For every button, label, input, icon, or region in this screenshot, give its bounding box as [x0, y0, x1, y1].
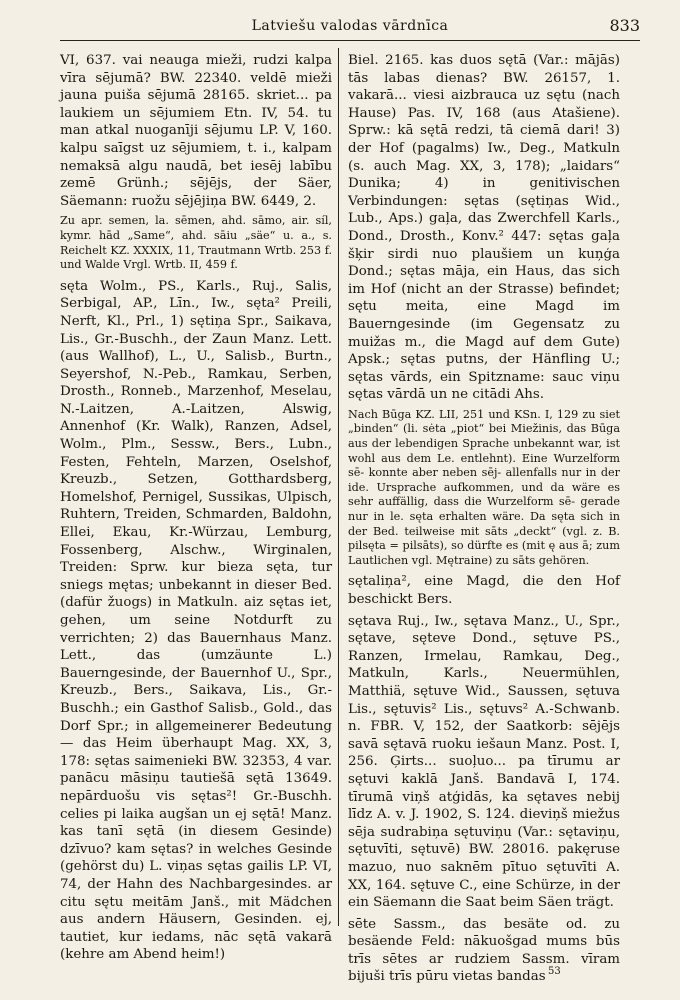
printer-signature: 53: [548, 966, 561, 977]
page-header: [60, 18, 640, 40]
entry-seta: sęta Wolm., PS., Karls., Ruj., Salis, Serbigal, AP., Līn., Iw., sęta² Preili, Nerft, Kl., Prl., 1) sętiņa Spr., Saikava, Lis., Gr.-Buschh., der Zaun Manz. Lett. (aus Wallhof), L., U., Salisb., Burtn., Seyershof, N.-Peb., Ramkau, Serben, Drosth., Ronneb., Marzenhof, Meselau, N.-Laitzen, A.-Laitzen, Alswig, Annenhof (Kr. Walk), Ranzen, Adsel, Wolm., Plm., Sessw., Bers., Lubn., Festen, Fehteln, Marzen, Oselshof, Kreuzb., Setzen, Gotthardsberg, Homelshof, Pernigel, Sussikas, Ulpisch, Ruhtern, Treiden, Schmarden, Baldohn, Ellei, Ekau, Kr.-Würzau, Lemburg, Fossenberg, Alschw., Wirginalen, Treiden: Sprw. kur bieza sęta, tur sniegs mętas; unbekannt in dieser Bed. (dafür žuogs) in Matkuln. aiz sętas iet, gehen, um seine Notdurft zu verrichten; 2) das Bauernhaus Manz. Lett., das (umzäunte L.) Bauerngesinde, der Bauernhof U., Spr., Kreuzb., Bers., Saikava, Lis., Gr.-Buschh.; ein Gasthof Salisb., Gold., das Dorf Spr.; in allgemeinerer Bedeutung — das Heim überhaupt Mag. XX, 3, 178: sętas saimenieki BW. 32353, 4 var. panācu māsiņu tautiešā sętā 13649. nepārduošu vis sętas²! Gr.-Buschh. celies pi laika augšan un ej sętā! Manz. kas tanī sętā (in diesem Gesinde) dzīvuo? kam sętas? in welches Gesinde (gehörst du) L. viņas sętas gailis LP. VI, 74, der Hahn des Nachbargesindes. ar citu sętu meitām Janš., mit Mädchen aus andern Häusern, Gesinden. ej, tautiet, kur iedams, nāc sętā vakarā (kehre am Abend heim!): [60, 278, 332, 963]
etymology-note: Zu apr. semen, la. sēmen, ahd. sāmo, air. síl, kymr. hād „Same“, ahd. sāiu „säe“ u. a., s. Reichelt KZ. XXXIX, 11, Trautmann Wrtb. 253 f. und Walde Vrgl. Wrtb. II, 459 f.: [60, 214, 332, 272]
left-column: [60, 52, 332, 968]
column-divider: [338, 48, 339, 926]
page-number: 833: [609, 16, 640, 35]
right-column: [348, 52, 620, 990]
entry-sete: sēte Sassm., das besäte od. zu besäende Feld: nākuošgad mums būs trīs sētes ar rudziem Sassm. vīram bijuši trīs pūru vietas bandas: [348, 916, 620, 985]
entry-seta-continued: Biel. 2165. kas duos sętā (Var.: mājās) tās labas dienas? BW. 26157, 1. vakarā... viesi aizbrauca uz sętu (nach Hause) Pas. IV, 168 (aus Atašiene). Sprw.: kā sętā redzi, tā ciemā dari! 3) der Hof (pagalms) Iw., Deg., Matkuln (s. auch Mag. XX, 3, 178); „laidars“ Dunika; 4) in genitivischen Verbindungen: sętas (sętiņas Wid., Lub., Aps.) gaļa, das Zwerchfell Karls., Dond., Drosth., Konv.² 447: sętas gaļa šķir sirdi nuo plaušiem un kuņģa Dond.; sętas māja, ein Haus, das sich im Hof (nicht an der Strasse) befindet; sętu meita, eine Magd im Bauerngesinde (im Gegensatz zu muižas m., die Magd auf dem Gute) Apsk.; sętas putns, der Hänfling U.; sętas vārds, ein Spitzname: sauc viņu sętas vārdā un ne citādi Ahs.: [348, 53, 620, 403]
header-rule: [60, 40, 640, 41]
entry-setava: sętava Ruj., Iw., sętava Manz., U., Spr., sętave, sęteve Dond., sętuve PS., Ranzen, Irmelau, Ramkau, Deg., Matkuln, Karls., Neuermühlen, Matthiä, sętuve Wid., Saussen, sętuva Lis., sętuvis² Lis., sętuvs² A.-Schwanb. n. FBR. V, 152, der Saatkorb: sējējs savā sętavā ruoku iešaun Manz. Post. I, 256. Ģirts... suoļuo... pa tīrumu ar sętuvi kaklā Janš. Bandavā I, 174. tīrumā viņš atģidās, ka sętaves nebij līdz A. v. J. 1902, S. 124. dieviņš miežus sēja sudrabiņa sętuviņu (Var.: sętaviņu, sętuvīti, sętuvē) BW. 28016. pakęruse mazuo, nuo saknēm pītuo sętuvīti A. XX, 164. sętuve C., eine Schürze, in der ein Säemann die Saat beim Säen trägt.: [348, 613, 620, 911]
etymology-note: Nach Būga KZ. LII, 251 und KSn. I, 129 zu siet „binden“ (li. sėta „piot“ bei Miežinis, das Būga aus der lebendigen Sprache unbekannt war, ist wohl aus dem Le. entlehnt). Eine Wurzelform sē- konnte aber neben sēj- allenfalls nur in der ide. Ursprache aufkommen, und da wäre es sehr auffällig, dass die Wurzelform sē- gerade nur in le. sęta erhalten wäre. Da sęta sich in der Bed. teilweise mit sāts „deckt“ (vgl. z. B. pilsęta = pilsāts), so dürfte es (mit ę aus ā; zum Lautlichen vgl. Mętraine) zu sāts gehören.: [348, 407, 620, 567]
entry-setalina: sętaliņa², eine Magd, die den Hof beschickt Bers.: [348, 574, 620, 607]
entry-text: VI, 637. vai neauga mieži, rudzi kalpa vīra sējumā? BW. 22340. veldē mieži jauna puiša sējumā 28165. skriet... pa laukiem un sējumiem Etn. IV, 54. tu man atkal nuoganīji sējumu LP. V, 160. kalpu saīgst uz sējumiem, t. i., kalpam nemaksā algu naudā, bet iesēj labību zemē Grünh.; sējējs, der Säer, Säemann: ruožu sējējiņa BW. 6449, 2.: [60, 53, 332, 209]
running-title: Latviešu valodas vārdnīca: [251, 18, 449, 34]
